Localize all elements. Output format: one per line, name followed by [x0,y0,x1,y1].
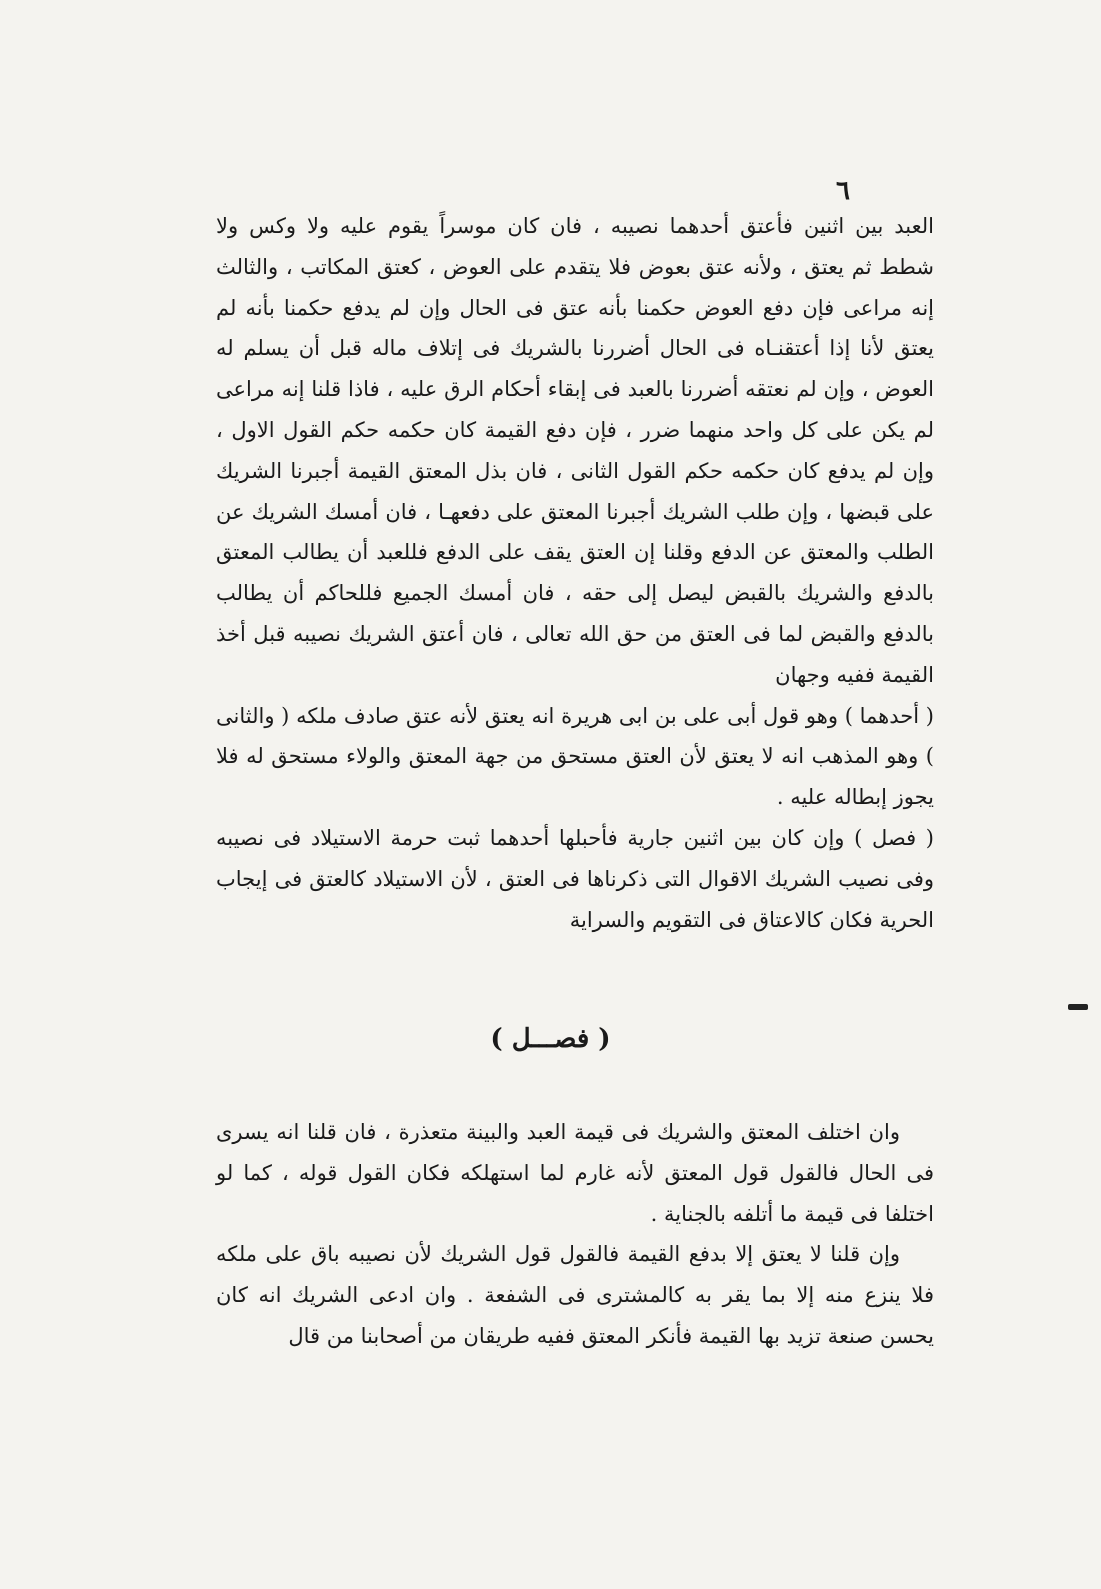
paragraph-fasl-istilad: ( فصل ) وإن كان بين اثنين جارية فأحبلها أحدهما ثبت حرمة الاستيلاد فى نصيبه وفى نصيب الشريك الاقوال التى ذكرناها فى العتق ، لأن الاستيلاد كالعتق فى إيجاب الحرية فكان كالاعتاق فى التقويم والسراية [216,825,934,932]
paragraph-value-dispute: وان اختلف المعتق والشريك فى قيمة العبد والبينة متعذرة ، فان قلنا انه يسرى فى الحال فالقول قول المعتق لأنه غارم لما استهلكه فكان القول قوله ، كما لو اختلفا فى قيمة ما أتلفه بالجناية . [216,1120,934,1226]
section-heading: ( فصـــل ) [490,1024,611,1054]
margin-mark [1068,1004,1088,1010]
text-block-lower [216,1112,934,1357]
paragraph-opinions: ( أحدهما ) وهو قول أبى على بن ابى هريرة انه يعتق لأنه عتق صادف ملكه ( والثانى ) وهو المذهب انه لا يعتق لأن العتق مستحق من جهة المعتق والولاء مستحق له فلا يجوز إبطاله عليه . [216,703,934,810]
paragraph-partner-claim: وإن قلنا لا يعتق إلا بدفع القيمة فالقول قول الشريك لأن نصيبه باق على ملكه فلا ينزع منه إلا بما يقر به كالمشترى فى الشفعة . وان ادعى الشريك انه كان يحسن صنعة تزيد بها القيمة فأنكر المعتق ففيه طريقان من أصحابنا من قال [216,1242,934,1348]
text-block-upper [216,206,934,940]
page-number: ٦ [836,176,850,206]
paragraph-continuation: العبد بين اثنين فأعتق أحدهما نصيبه ، فان كان موسراً يقوم عليه ولا وكس ولا شطط ثم يعتق ، ولأنه عتق بعوض فلا يتقدم على العوض ، كعتق المكاتب ، والثالث إنه مراعى فإن دفع العوض حكمنا بأنه عتق فى الحال وإن لم يدفع حكمنا بأنه لم يعتق لأنا إذا أعتقنـاه فى الحال أضررنا بالشريك فى إتلاف ماله قبل أن يسلم له العوض ، وإن لم نعتقه أضررنا بالعبد فى إبقاء أحكام الرق عليه ، فاذا قلنا إنه مراعى لم يكن على كل واحد منهما ضرر ، فإن دفع القيمة كان حكمه حكم القول الاول ، وإن لم يدفع كان حكمه حكم القول الثانى ، فان بذل المعتق القيمة أجبرنا الشريك على قبضها ، وإن طلب الشريك أجبرنا المعتق على دفعهـا ، فان أمسك الشريك عن الطلب والمعتق عن الدفع وقلنا إن العتق يقف على الدفع فللعبد أن يطالب المعتق بالدفع والشريك بالقبض ليصل إلى حقه ، فان أمسك الجميع فللحاكم أن يطالب بالدفع والقبض لما فى العتق من حق الله تعالى ، فان أعتق الشريك نصيبه قبل أخذ القيمة ففيه وجهان [216,214,934,687]
